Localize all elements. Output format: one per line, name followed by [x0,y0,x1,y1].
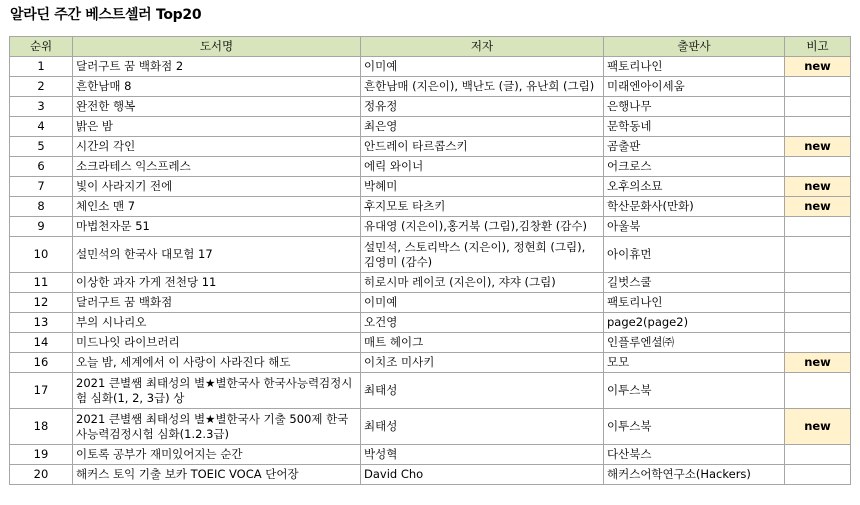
table-row [10,97,851,117]
note-cell: new [785,177,851,197]
table-row [10,273,851,293]
author-cell: David Cho [361,465,604,485]
author-cell: 안드레이 타르콥스키 [361,137,604,157]
note-cell [785,313,851,333]
author-cell: 이미예 [361,293,604,313]
author-cell: 최태성 [361,373,604,409]
book-title-cell: 2021 큰별쌤 최태성의 별★별한국사 기출 500제 한국사능력검정시험 심화(1.2.3급) [73,409,361,445]
book-title-cell: 이토록 공부가 재미있어지는 순간 [73,445,361,465]
note-cell: new [785,57,851,77]
rank-cell: 14 [10,333,73,353]
author-cell: 에릭 와이너 [361,157,604,177]
rank-cell: 19 [10,445,73,465]
rank-cell: 2 [10,77,73,97]
rank-cell: 7 [10,177,73,197]
header-book: 도서명 [73,37,361,57]
note-cell [785,217,851,237]
header-publisher: 출판사 [604,37,785,57]
note-cell [785,77,851,97]
book-title-cell: 마법천자문 51 [73,217,361,237]
rank-cell: 20 [10,465,73,485]
publisher-cell: 곰출판 [604,137,785,157]
author-cell: 히로시마 레이코 (지은이), 쟈쟈 (그림) [361,273,604,293]
publisher-cell: 은행나무 [604,97,785,117]
table-row [10,157,851,177]
note-cell [785,293,851,313]
table-row [10,137,851,157]
author-cell: 이치조 미사키 [361,353,604,373]
table-row [10,57,851,77]
table-row [10,353,851,373]
publisher-cell: 학산문화사(만화) [604,197,785,217]
publisher-cell: 미래엔아이세움 [604,77,785,97]
book-title-cell: 체인소 맨 7 [73,197,361,217]
rank-cell: 3 [10,97,73,117]
book-title-cell: 부의 시나리오 [73,313,361,333]
book-title-cell: 오늘 밤, 세계에서 이 사랑이 사라진다 해도 [73,353,361,373]
publisher-cell: 문학동네 [604,117,785,137]
table-row [10,217,851,237]
author-cell: 유대영 (지은이),홍거북 (그림),김창환 (감수) [361,217,604,237]
publisher-cell: 이투스북 [604,373,785,409]
bestseller-table [9,36,851,485]
publisher-cell: page2(page2) [604,313,785,333]
publisher-cell: 인플루엔셜㈜ [604,333,785,353]
publisher-cell: 아이휴먼 [604,237,785,273]
table-row [10,117,851,137]
publisher-cell: 다산북스 [604,445,785,465]
book-title-cell: 2021 큰별쌤 최태성의 별★별한국사 한국사능력검정시험 심화(1, 2, 3급) 상 [73,373,361,409]
rank-cell: 10 [10,237,73,273]
author-cell: 정유정 [361,97,604,117]
note-cell: new [785,409,851,445]
author-cell: 매트 헤이그 [361,333,604,353]
rank-cell: 1 [10,57,73,77]
author-cell: 박성혁 [361,445,604,465]
publisher-cell: 아울북 [604,217,785,237]
table-row [10,293,851,313]
author-cell: 박혜미 [361,177,604,197]
page-title: 알라딘 주간 베스트셀러 Top20 [10,7,202,23]
note-cell: new [785,197,851,217]
author-cell: 설민석, 스토리박스 (지은이), 정현희 (그림), 김영미 (감수) [361,237,604,273]
table-row [10,409,851,445]
table-row [10,77,851,97]
rank-cell: 17 [10,373,73,409]
table-row [10,197,851,217]
rank-cell: 13 [10,313,73,333]
rank-cell: 16 [10,353,73,373]
book-title-cell: 빛이 사라지기 전에 [73,177,361,197]
table-row [10,313,851,333]
author-cell: 후지모토 타츠키 [361,197,604,217]
rank-cell: 5 [10,137,73,157]
rank-cell: 9 [10,217,73,237]
note-cell [785,333,851,353]
book-title-cell: 소크라테스 익스프레스 [73,157,361,177]
note-cell [785,465,851,485]
author-cell: 최은영 [361,117,604,137]
book-title-cell: 밝은 밤 [73,117,361,137]
book-title-cell: 흔한남매 8 [73,77,361,97]
author-cell: 최태성 [361,409,604,445]
rank-cell: 4 [10,117,73,137]
rank-cell: 18 [10,409,73,445]
publisher-cell: 이투스북 [604,409,785,445]
book-title-cell: 완전한 행복 [73,97,361,117]
note-cell [785,97,851,117]
rank-cell: 11 [10,273,73,293]
note-cell [785,273,851,293]
table-row [10,445,851,465]
publisher-cell: 길벗스쿨 [604,273,785,293]
header-rank: 순위 [10,37,73,57]
book-title-cell: 해커스 토익 기출 보카 TOEIC VOCA 단어장 [73,465,361,485]
table-header-row [10,37,851,57]
rank-cell: 8 [10,197,73,217]
publisher-cell: 오후의소묘 [604,177,785,197]
header-note: 비고 [785,37,851,57]
book-title-cell: 달러구트 꿈 백화점 [73,293,361,313]
table-row [10,177,851,197]
table-row [10,465,851,485]
author-cell: 흔한남매 (지은이), 백난도 (글), 유난희 (그림) [361,77,604,97]
note-cell: new [785,137,851,157]
author-cell: 오건영 [361,313,604,333]
publisher-cell: 모모 [604,353,785,373]
table-row [10,333,851,353]
publisher-cell: 해커스어학연구소(Hackers) [604,465,785,485]
note-cell [785,117,851,137]
header-author: 저자 [361,37,604,57]
note-cell [785,237,851,273]
table-row [10,237,851,273]
book-title-cell: 미드나잇 라이브러리 [73,333,361,353]
book-title-cell: 설민석의 한국사 대모험 17 [73,237,361,273]
rank-cell: 6 [10,157,73,177]
publisher-cell: 팩토리나인 [604,57,785,77]
note-cell [785,445,851,465]
note-cell: new [785,353,851,373]
publisher-cell: 팩토리나인 [604,293,785,313]
author-cell: 이미예 [361,57,604,77]
book-title-cell: 시간의 각인 [73,137,361,157]
book-title-cell: 이상한 과자 가게 전천당 11 [73,273,361,293]
note-cell [785,157,851,177]
rank-cell: 12 [10,293,73,313]
publisher-cell: 어크로스 [604,157,785,177]
note-cell [785,373,851,409]
table-row [10,373,851,409]
book-title-cell: 달러구트 꿈 백화점 2 [73,57,361,77]
